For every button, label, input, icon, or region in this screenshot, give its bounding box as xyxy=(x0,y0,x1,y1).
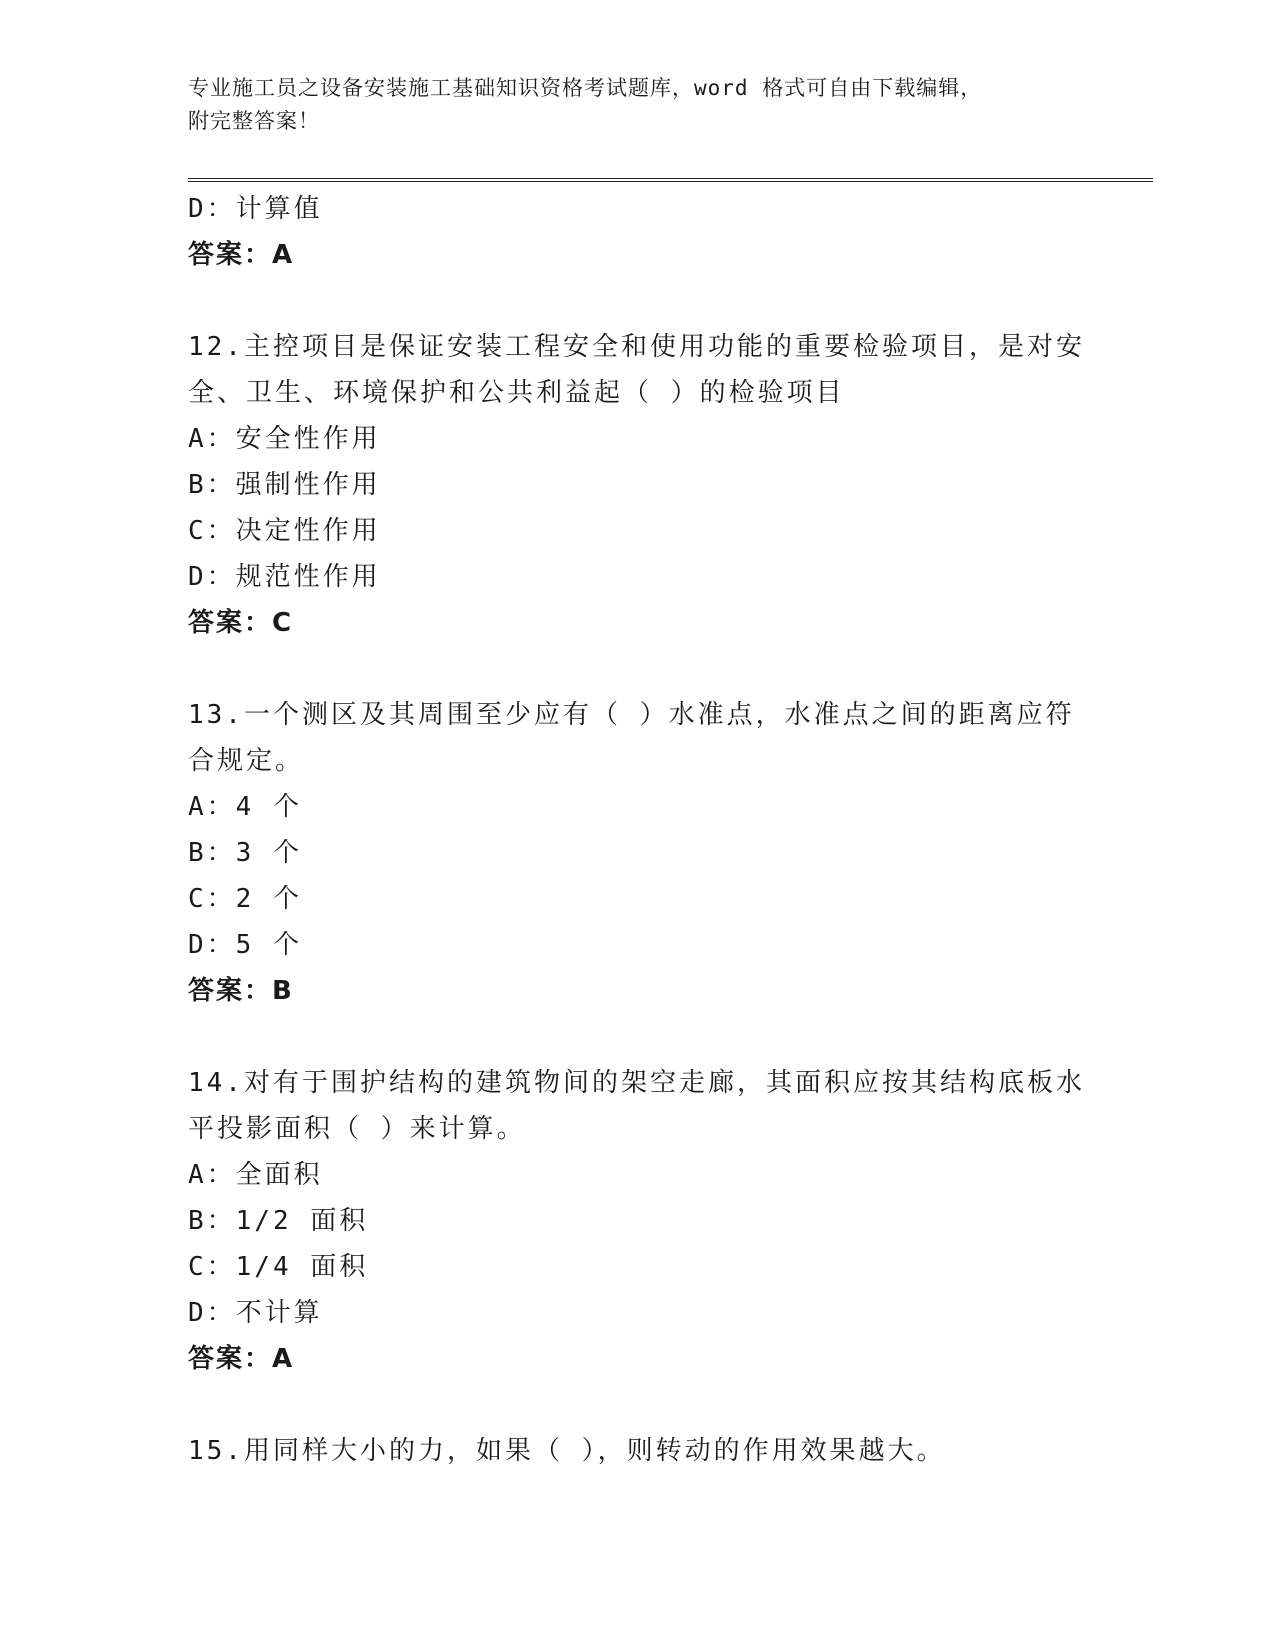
option-d: D：5 个 xyxy=(188,930,302,960)
option-c: C：决定性作用 xyxy=(188,516,381,546)
option-d: D：不计算 xyxy=(188,1298,323,1328)
document-header xyxy=(188,72,1068,138)
question-12 xyxy=(188,324,1085,646)
answer-line: 答案：B xyxy=(188,976,294,1006)
option-b: B：1/2 面积 xyxy=(188,1206,369,1236)
question-spacer xyxy=(188,1014,1068,1060)
question-spacer xyxy=(188,278,1068,324)
answer-line: 答案：C xyxy=(188,608,294,638)
option-d: D：计算值 xyxy=(188,194,323,224)
option-b: B：3 个 xyxy=(188,838,302,868)
question-11-tail xyxy=(188,186,1068,278)
question-stem-line-2: 全、卫生、环境保护和公共利益起（ ）的检验项目 xyxy=(188,378,845,408)
question-stem-line-2: 平投影面积（ ）来计算。 xyxy=(188,1114,526,1144)
option-a: A：安全性作用 xyxy=(188,424,381,454)
question-stem-line-1: 13.一个测区及其周围至少应有（ ）水准点，水准点之间的距离应符 xyxy=(188,700,1075,730)
option-b: B：强制性作用 xyxy=(188,470,381,500)
answer-line: 答案：A xyxy=(188,1344,295,1374)
question-stem-line-1: 12.主控项目是保证安装工程安全和使用功能的重要检验项目，是对安 xyxy=(188,332,1085,362)
question-14 xyxy=(188,1060,1085,1382)
option-a: A：4 个 xyxy=(188,792,302,822)
option-c: C：2 个 xyxy=(188,884,302,914)
question-spacer xyxy=(188,646,1068,692)
question-stem-line-2: 合规定。 xyxy=(188,746,305,776)
option-c: C：1/4 面积 xyxy=(188,1252,369,1282)
question-stem-line-1: 14.对有于围护结构的建筑物间的架空走廊，其面积应按其结构底板水 xyxy=(188,1068,1085,1098)
header-line-1: 专业施工员之设备安装施工基础知识资格考试题库，word 格式可自由下载编辑， xyxy=(188,76,983,100)
option-a: A：全面积 xyxy=(188,1160,323,1190)
question-list xyxy=(188,186,1085,1474)
header-line-2: 附完整答案！ xyxy=(188,109,320,133)
question-15 xyxy=(188,1428,1068,1474)
question-13 xyxy=(188,692,1075,1014)
option-d: D：规范性作用 xyxy=(188,562,381,592)
question-stem-line-1: 15.用同样大小的力，如果（ ），则转动的作用效果越大。 xyxy=(188,1436,946,1466)
question-spacer xyxy=(188,1382,1068,1428)
header-divider xyxy=(188,178,1153,182)
answer-line: 答案：A xyxy=(188,240,295,270)
